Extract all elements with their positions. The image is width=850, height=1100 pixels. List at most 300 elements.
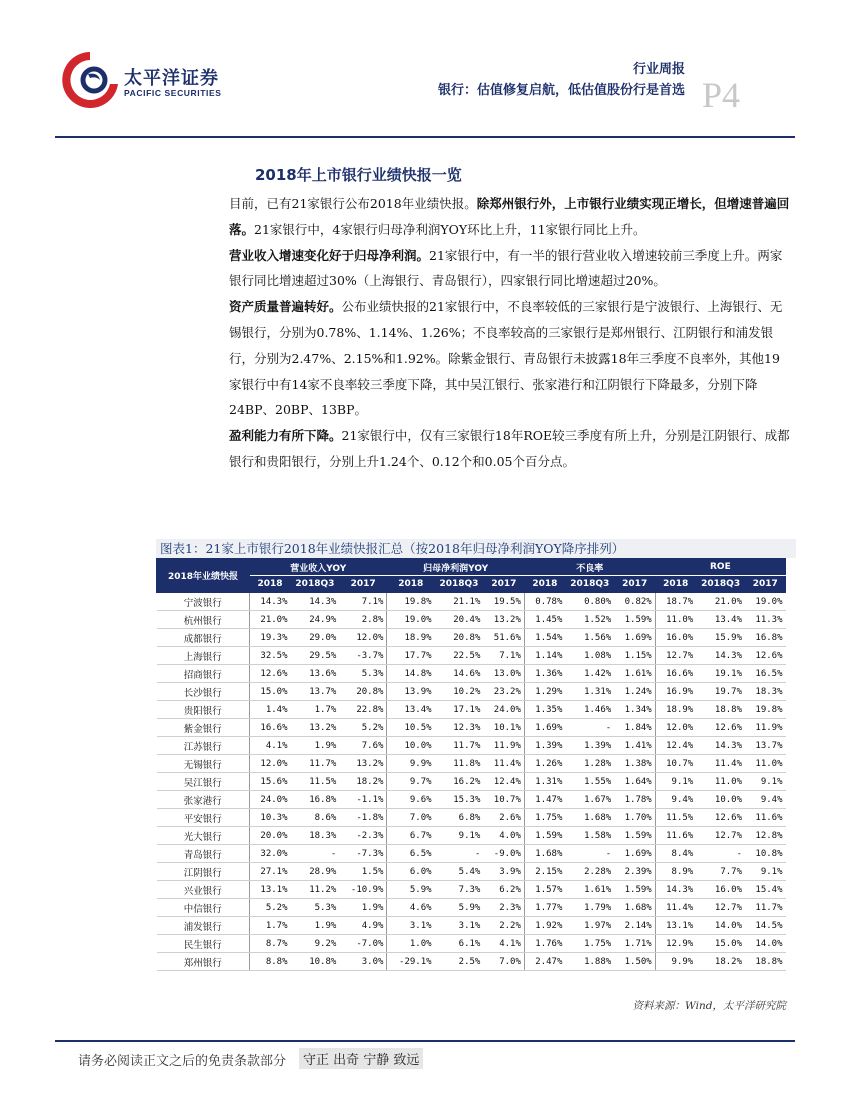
table-cell: 1.15% xyxy=(614,647,655,665)
table-cell: -2.3% xyxy=(339,827,387,845)
table-cell: 17.7% xyxy=(387,647,435,665)
table-cell: 11.7% xyxy=(291,755,340,773)
table-cell: 16.5% xyxy=(745,665,785,683)
table-cell: 7.0% xyxy=(483,953,524,971)
table-cell: -1.8% xyxy=(339,809,387,827)
table-cell: 1.14% xyxy=(524,647,565,665)
para3-bold: 资产质量普遍转好。 xyxy=(229,299,342,315)
table-cell: 2.3% xyxy=(483,899,524,917)
group-header-npl: 不良率 xyxy=(524,559,655,576)
subheader-cell: 2017 xyxy=(745,576,785,593)
paragraph-2 xyxy=(229,243,791,295)
table-cell: 15.3% xyxy=(435,791,484,809)
table-cell: 1.39% xyxy=(565,737,614,755)
table-cell: 11.4% xyxy=(696,755,745,773)
table-cell: -29.1% xyxy=(387,953,435,971)
table-cell: 13.2% xyxy=(291,719,340,737)
table-cell: 1.55% xyxy=(565,773,614,791)
table-cell: 7.0% xyxy=(387,809,435,827)
table-cell: 9.1% xyxy=(745,863,785,881)
table-cell: 7.1% xyxy=(339,593,387,611)
group-header-revenue: 营业收入YOY xyxy=(250,559,387,576)
para4-bold: 盈利能力有所下降。 xyxy=(229,428,342,444)
table-cell: 29.5% xyxy=(291,647,340,665)
table-cell: 18.3% xyxy=(745,683,785,701)
bank-name: 民生银行 xyxy=(157,935,250,953)
table-cell: 1.52% xyxy=(565,611,614,629)
group-header-net-profit: 归母净利润YOY xyxy=(387,559,524,576)
table-cell: -7.0% xyxy=(339,935,387,953)
table-row xyxy=(157,935,786,953)
table-cell: 1.7% xyxy=(291,701,340,719)
table-cell: 13.1% xyxy=(250,881,291,899)
paragraph-3 xyxy=(229,294,791,423)
table-cell: 6.8% xyxy=(435,809,484,827)
table-row xyxy=(157,899,786,917)
table-cell: 5.9% xyxy=(387,881,435,899)
table-cell: 14.3% xyxy=(655,881,696,899)
table-cell: 2.14% xyxy=(614,917,655,935)
table-row xyxy=(157,593,786,611)
table-cell: 1.34% xyxy=(614,701,655,719)
table-cell: 0.78% xyxy=(524,593,565,611)
table-cell: 11.6% xyxy=(655,827,696,845)
table-cell: 16.9% xyxy=(655,683,696,701)
table-cell: 1.59% xyxy=(614,881,655,899)
para1-text-2: 21家银行中，4家银行归母净利润YOY环比上升，11家银行同比上升。 xyxy=(254,221,646,237)
table-cell: 8.9% xyxy=(655,863,696,881)
section-heading: 2018年上市银行业绩快报一览 xyxy=(255,166,462,184)
table-cell: 10.1% xyxy=(483,719,524,737)
table-cell: 28.9% xyxy=(291,863,340,881)
bank-name: 光大银行 xyxy=(157,827,250,845)
table-cell: 14.3% xyxy=(291,593,340,611)
para1-bold: 除郑州银行外，上市银行业绩实现正增长，但增速普遍回落。 xyxy=(229,196,790,237)
table-cell: 16.0% xyxy=(655,629,696,647)
table-row xyxy=(157,953,786,971)
table-cell: 13.2% xyxy=(339,755,387,773)
table-cell: 1.38% xyxy=(614,755,655,773)
table-cell: 18.9% xyxy=(655,701,696,719)
paragraph-4 xyxy=(229,423,791,475)
table-cell: 1.9% xyxy=(291,737,340,755)
table-cell: 13.7% xyxy=(291,683,340,701)
table-cell: 5.4% xyxy=(435,863,484,881)
table-cell: 9.2% xyxy=(291,935,340,953)
table-cell: 2.47% xyxy=(524,953,565,971)
bank-name: 杭州银行 xyxy=(157,611,250,629)
bank-name: 无锡银行 xyxy=(157,755,250,773)
table-cell: 13.9% xyxy=(387,683,435,701)
table-cell: 7.3% xyxy=(435,881,484,899)
table-cell: 20.0% xyxy=(250,827,291,845)
subheader-cell: 2018Q3 xyxy=(435,576,484,593)
table-cell: 1.24% xyxy=(614,683,655,701)
table-cell: 14.3% xyxy=(250,593,291,611)
table-cell: 1.68% xyxy=(524,845,565,863)
table-row xyxy=(157,809,786,827)
company-logo xyxy=(58,48,122,112)
table-cell: 22.8% xyxy=(339,701,387,719)
table-cell: 12.3% xyxy=(435,719,484,737)
table-cell: 9.9% xyxy=(655,953,696,971)
para3-text: 公布业绩快报的21家银行中，不良率较低的三家银行是宁波银行、上海银行、无锡银行，分别为0.78%、1.14%、1.26%；不良率较高的三家银行是郑州银行、江阴银行和浦发银行，分别为2.47%、2.15%和1.92%。除紫金银行、青岛银行未披露18年三季度不良率外，其他19家银行中有14家不良率较三季度下降，其中吴江银行、张家港行和江阴银行下降最多，分别下降24BP、20BP、13BP。 xyxy=(229,299,783,418)
table-cell: 13.6% xyxy=(291,665,340,683)
table-row xyxy=(157,827,786,845)
table-cell: 12.7% xyxy=(655,647,696,665)
table-cell: 12.6% xyxy=(696,719,745,737)
table-cell: 6.2% xyxy=(483,881,524,899)
table-row xyxy=(157,881,786,899)
table-cell: 19.7% xyxy=(696,683,745,701)
table-cell: 3.9% xyxy=(483,863,524,881)
table-cell: 11.4% xyxy=(655,899,696,917)
table-cell: 1.0% xyxy=(387,935,435,953)
table-body xyxy=(157,593,786,971)
table-row xyxy=(157,665,786,683)
table-cell: 1.56% xyxy=(565,629,614,647)
table-cell: 15.0% xyxy=(696,935,745,953)
table-cell: - xyxy=(565,719,614,737)
table-cell: 6.5% xyxy=(387,845,435,863)
table-cell: 1.47% xyxy=(524,791,565,809)
table-cell: 1.76% xyxy=(524,935,565,953)
subheader-cell: 2018 xyxy=(250,576,291,593)
table-cell: 2.15% xyxy=(524,863,565,881)
figure-title: 图表1：21家上市银行2018年业绩快报汇总（按2018年归母净利润YOY降序排列） xyxy=(156,539,796,558)
table-cell: 32.0% xyxy=(250,845,291,863)
table-row xyxy=(157,611,786,629)
table-row xyxy=(157,755,786,773)
bank-name: 招商银行 xyxy=(157,665,250,683)
table-cell: 11.5% xyxy=(655,809,696,827)
bank-name: 兴业银行 xyxy=(157,881,250,899)
bank-name: 宁波银行 xyxy=(157,593,250,611)
bank-name: 上海银行 xyxy=(157,647,250,665)
table-cell: 4.9% xyxy=(339,917,387,935)
table-cell: 13.4% xyxy=(387,701,435,719)
table-cell: 5.3% xyxy=(291,899,340,917)
table-row xyxy=(157,701,786,719)
table-cell: 1.61% xyxy=(614,665,655,683)
bank-name: 吴江银行 xyxy=(157,773,250,791)
table-cell: -9.0% xyxy=(483,845,524,863)
row-header: 2018年业绩快报 xyxy=(157,559,250,593)
table-cell: 19.8% xyxy=(745,701,785,719)
table-cell: 12.0% xyxy=(655,719,696,737)
table-cell: - xyxy=(565,845,614,863)
table-cell: 1.45% xyxy=(524,611,565,629)
footer-disclaimer: 请务必阅读正文之后的免责条款部分 xyxy=(78,1054,287,1069)
table-row xyxy=(157,863,786,881)
table-cell: 18.3% xyxy=(291,827,340,845)
table-row xyxy=(157,647,786,665)
table-cell: 24.0% xyxy=(483,701,524,719)
para2-bold: 营业收入增速变化好于归母净利润。 xyxy=(229,247,430,263)
table-cell: -1.1% xyxy=(339,791,387,809)
table-cell: 1.29% xyxy=(524,683,565,701)
table-cell: 1.5% xyxy=(339,863,387,881)
table-cell: 11.9% xyxy=(483,737,524,755)
table-cell: 1.88% xyxy=(565,953,614,971)
table-cell: 10.8% xyxy=(745,845,785,863)
table-cell: 6.0% xyxy=(387,863,435,881)
report-title: 银行：估值修复启航，低估值股份行是首选 xyxy=(437,83,685,98)
table-cell: 5.3% xyxy=(339,665,387,683)
table-cell: 1.69% xyxy=(614,629,655,647)
table-cell: 14.6% xyxy=(435,665,484,683)
table-cell: 1.67% xyxy=(565,791,614,809)
table-cell: 2.8% xyxy=(339,611,387,629)
table-cell: - xyxy=(291,845,340,863)
table-cell: 18.9% xyxy=(387,629,435,647)
table-cell: 12.6% xyxy=(745,647,785,665)
table-cell: 1.9% xyxy=(291,917,340,935)
table-cell: 2.2% xyxy=(483,917,524,935)
table-cell: 8.6% xyxy=(291,809,340,827)
table-cell: 19.0% xyxy=(387,611,435,629)
table-cell: 15.4% xyxy=(745,881,785,899)
table-cell: 9.4% xyxy=(655,791,696,809)
table-cell: 13.7% xyxy=(745,737,785,755)
company-name-cn: 太平洋证券 xyxy=(124,68,219,89)
table-cell: 1.92% xyxy=(524,917,565,935)
table-cell: 20.4% xyxy=(435,611,484,629)
table-cell: 1.7% xyxy=(250,917,291,935)
table-cell: 4.1% xyxy=(250,737,291,755)
bank-name: 江阴银行 xyxy=(157,863,250,881)
subheader-cell: 2017 xyxy=(614,576,655,593)
table-cell: 1.79% xyxy=(565,899,614,917)
table-cell: 13.1% xyxy=(655,917,696,935)
table-cell: 21.1% xyxy=(435,593,484,611)
table-cell: 3.1% xyxy=(435,917,484,935)
table-cell: 1.59% xyxy=(614,827,655,845)
table-cell: 3.0% xyxy=(339,953,387,971)
table-cell: -3.7% xyxy=(339,647,387,665)
table-cell: 24.9% xyxy=(291,611,340,629)
table-cell: 19.5% xyxy=(483,593,524,611)
table-cell: 12.7% xyxy=(696,827,745,845)
table-cell: 8.7% xyxy=(250,935,291,953)
table-cell: 10.7% xyxy=(483,791,524,809)
table-cell: 11.7% xyxy=(745,899,785,917)
table-cell: 3.1% xyxy=(387,917,435,935)
table-row xyxy=(157,629,786,647)
table-cell: 14.0% xyxy=(696,917,745,935)
table-subheader-row xyxy=(157,576,786,593)
table-cell: 12.4% xyxy=(655,737,696,755)
table-cell: 9.4% xyxy=(745,791,785,809)
table-cell: 19.3% xyxy=(250,629,291,647)
table-row xyxy=(157,791,786,809)
table-cell: 14.3% xyxy=(696,647,745,665)
table-cell: 2.6% xyxy=(483,809,524,827)
table-cell: 9.7% xyxy=(387,773,435,791)
table-cell: 10.0% xyxy=(696,791,745,809)
bank-name: 郑州银行 xyxy=(157,953,250,971)
table-cell: 13.2% xyxy=(483,611,524,629)
table-cell: 11.0% xyxy=(745,755,785,773)
table-group-header-row xyxy=(157,559,786,576)
table-cell: 2.39% xyxy=(614,863,655,881)
table-cell: 5.2% xyxy=(250,899,291,917)
table-cell: - xyxy=(435,845,484,863)
table-cell: 18.2% xyxy=(696,953,745,971)
table-cell: 9.1% xyxy=(655,773,696,791)
table-cell: 1.61% xyxy=(565,881,614,899)
table-cell: 18.2% xyxy=(339,773,387,791)
table-cell: 11.3% xyxy=(745,611,785,629)
table-cell: 14.5% xyxy=(745,917,785,935)
table-cell: 2.28% xyxy=(565,863,614,881)
table-cell: 14.0% xyxy=(745,935,785,953)
table-cell: 4.6% xyxy=(387,899,435,917)
company-name-en: PACIFIC SECURITIES xyxy=(124,88,222,98)
table-cell: 1.70% xyxy=(614,809,655,827)
table-cell: 1.69% xyxy=(614,845,655,863)
table-cell: 11.2% xyxy=(291,881,340,899)
table-cell: 1.28% xyxy=(565,755,614,773)
bank-name: 青岛银行 xyxy=(157,845,250,863)
table-row xyxy=(157,737,786,755)
table-row xyxy=(157,845,786,863)
table-cell: -7.3% xyxy=(339,845,387,863)
table-cell: 1.68% xyxy=(565,809,614,827)
subheader-cell: 2018 xyxy=(655,576,696,593)
body-text xyxy=(229,191,791,475)
table-cell: 20.8% xyxy=(339,683,387,701)
table-cell: 18.8% xyxy=(696,701,745,719)
table-row xyxy=(157,719,786,737)
table-cell: 12.0% xyxy=(250,755,291,773)
footer-divider xyxy=(55,1040,795,1042)
table-cell: 5.2% xyxy=(339,719,387,737)
group-header-roe: ROE xyxy=(655,559,785,576)
header-divider xyxy=(55,136,795,138)
table-cell: 1.78% xyxy=(614,791,655,809)
table-row xyxy=(157,683,786,701)
table-cell: 9.1% xyxy=(435,827,484,845)
table-cell: 11.9% xyxy=(745,719,785,737)
table-cell: 19.0% xyxy=(745,593,785,611)
table-cell: 5.9% xyxy=(435,899,484,917)
table-cell: 10.3% xyxy=(250,809,291,827)
table-cell: 2.5% xyxy=(435,953,484,971)
table-cell: 1.08% xyxy=(565,647,614,665)
table-cell: 9.9% xyxy=(387,755,435,773)
subheader-cell: 2018Q3 xyxy=(696,576,745,593)
table-cell: 12.4% xyxy=(483,773,524,791)
table-cell: 16.8% xyxy=(745,629,785,647)
table-cell: 1.31% xyxy=(565,683,614,701)
table-cell: 19.8% xyxy=(387,593,435,611)
table-cell: 1.31% xyxy=(524,773,565,791)
table-row xyxy=(157,917,786,935)
table-cell: -10.9% xyxy=(339,881,387,899)
table-cell: 1.57% xyxy=(524,881,565,899)
table-cell: 7.7% xyxy=(696,863,745,881)
bank-name: 紫金银行 xyxy=(157,719,250,737)
table-cell: 1.97% xyxy=(565,917,614,935)
table-cell: 1.54% xyxy=(524,629,565,647)
table-cell: 1.36% xyxy=(524,665,565,683)
para1-text: 目前，已有21家银行公布2018年业绩快报。 xyxy=(229,196,477,211)
table-cell: 21.0% xyxy=(696,593,745,611)
table-cell: 23.2% xyxy=(483,683,524,701)
subheader-cell: 2018Q3 xyxy=(565,576,614,593)
table-cell: 1.84% xyxy=(614,719,655,737)
table-cell: 1.41% xyxy=(614,737,655,755)
subheader-cell: 2017 xyxy=(339,576,387,593)
table-cell: 15.0% xyxy=(250,683,291,701)
footer-slogan: 守正 出奇 宁静 致远 xyxy=(299,1048,423,1069)
table-cell: 17.1% xyxy=(435,701,484,719)
table-cell: 12.6% xyxy=(250,665,291,683)
paragraph-1 xyxy=(229,191,791,243)
table-cell: 51.6% xyxy=(483,629,524,647)
table-cell: 12.8% xyxy=(745,827,785,845)
table-cell: 6.7% xyxy=(387,827,435,845)
table-cell: 14.3% xyxy=(696,737,745,755)
bank-name: 江苏银行 xyxy=(157,737,250,755)
table-cell: 10.8% xyxy=(291,953,340,971)
table-cell: 1.4% xyxy=(250,701,291,719)
bank-name: 张家港行 xyxy=(157,791,250,809)
table-cell: 0.80% xyxy=(565,593,614,611)
table-cell: 11.5% xyxy=(291,773,340,791)
table-cell: 1.35% xyxy=(524,701,565,719)
table-cell: 18.8% xyxy=(745,953,785,971)
bank-name: 中信银行 xyxy=(157,899,250,917)
table-cell: 13.0% xyxy=(483,665,524,683)
table-cell: 20.8% xyxy=(435,629,484,647)
bank-name: 成都银行 xyxy=(157,629,250,647)
subheader-cell: 2018 xyxy=(387,576,435,593)
table-cell: 11.6% xyxy=(745,809,785,827)
table-cell: 11.8% xyxy=(435,755,484,773)
table-cell: 10.2% xyxy=(435,683,484,701)
table-cell: 1.58% xyxy=(565,827,614,845)
table-cell: 32.5% xyxy=(250,647,291,665)
table-cell: 1.64% xyxy=(614,773,655,791)
table-cell: 24.0% xyxy=(250,791,291,809)
table-cell: 7.1% xyxy=(483,647,524,665)
table-cell: 21.0% xyxy=(250,611,291,629)
table-cell: - xyxy=(696,845,745,863)
bank-name: 浦发银行 xyxy=(157,917,250,935)
table-cell: 9.6% xyxy=(387,791,435,809)
table-cell: 1.39% xyxy=(524,737,565,755)
table-cell: 1.59% xyxy=(524,827,565,845)
report-type: 行业周报 xyxy=(632,62,685,77)
table-row xyxy=(157,773,786,791)
bank-name: 长沙银行 xyxy=(157,683,250,701)
table-cell: 11.0% xyxy=(696,773,745,791)
table-cell: 1.26% xyxy=(524,755,565,773)
table-cell: 27.1% xyxy=(250,863,291,881)
table-cell: 12.7% xyxy=(696,899,745,917)
table-cell: 16.2% xyxy=(435,773,484,791)
bank-name: 贵阳银行 xyxy=(157,701,250,719)
subheader-cell: 2017 xyxy=(483,576,524,593)
para4-text: 21家银行中，仅有三家银行18年ROE较三季度有所上升，分别是江阴银行、成都银行和贵阳银行，分别上升1.24个、0.12个和0.05个百分点。 xyxy=(229,428,790,469)
table-cell: 8.8% xyxy=(250,953,291,971)
table-cell: 16.6% xyxy=(655,665,696,683)
figure-source: 资料来源：Wind，太平洋研究院 xyxy=(632,1000,786,1012)
table-cell: 16.6% xyxy=(250,719,291,737)
page-number: P4 xyxy=(702,75,741,115)
